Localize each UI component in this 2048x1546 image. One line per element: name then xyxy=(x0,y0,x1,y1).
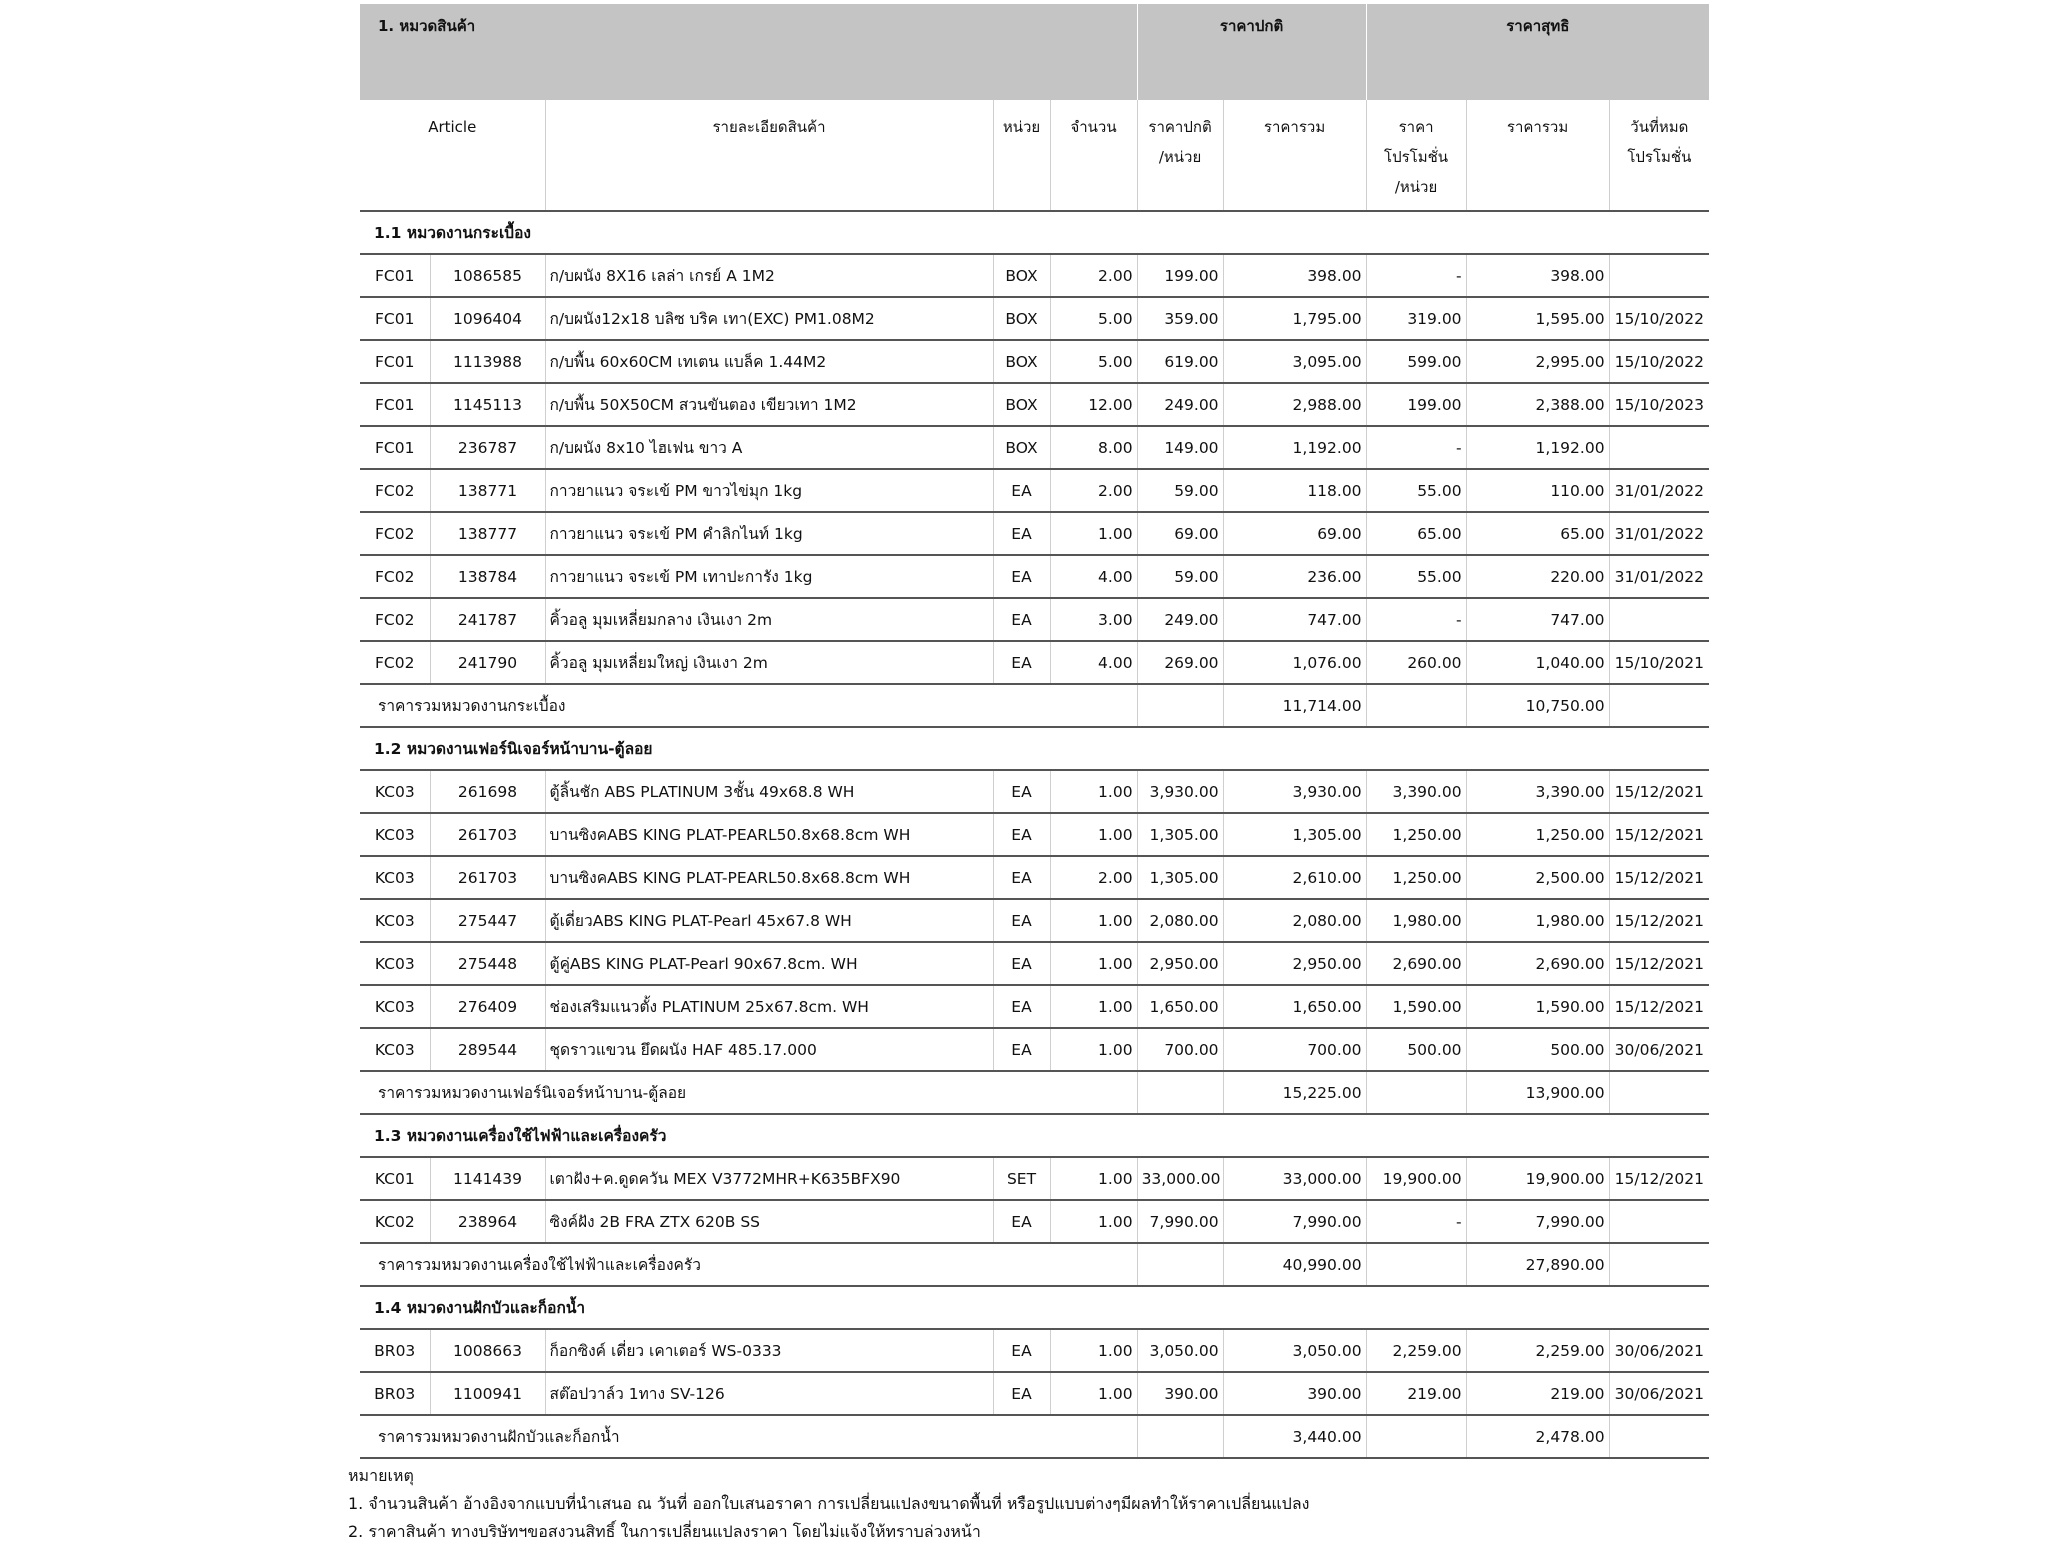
item-qty: 1.00 xyxy=(1050,1028,1137,1071)
item-qty: 1.00 xyxy=(1050,1157,1137,1200)
item-promo-price: 1,250.00 xyxy=(1366,813,1466,856)
item-qty: 1.00 xyxy=(1050,899,1137,942)
item-code: FC02 xyxy=(360,469,430,512)
item-promo-expiry: 15/12/2021 xyxy=(1609,813,1709,856)
item-promo-price: 199.00 xyxy=(1366,383,1466,426)
item-description: กาวยาแนว จระเข้ PM ขาวไข่มุก 1kg xyxy=(545,469,993,512)
section-title: 1.3 หมวดงานเครื่องใช้ไฟฟ้าและเครื่องครัว xyxy=(360,1114,1709,1157)
item-code: FC01 xyxy=(360,254,430,297)
item-description: ซิงค์ฝัง 2B FRA ZTX 620B SS xyxy=(545,1200,993,1243)
item-total: 69.00 xyxy=(1223,512,1366,555)
item-qty: 5.00 xyxy=(1050,297,1137,340)
item-qty: 1.00 xyxy=(1050,770,1137,813)
item-promo-price: 2,690.00 xyxy=(1366,942,1466,985)
table-row xyxy=(360,1372,1709,1415)
item-promo-expiry: 15/12/2021 xyxy=(1609,856,1709,899)
col-description: รายละเอียดสินค้า xyxy=(545,100,993,211)
subtotal-empty xyxy=(1137,1243,1223,1286)
net-price-header: ราคาสุทธิ xyxy=(1366,4,1709,100)
item-promo-price: 1,590.00 xyxy=(1366,985,1466,1028)
table-row xyxy=(360,297,1709,340)
item-article: 261703 xyxy=(430,813,545,856)
item-promo-price: 55.00 xyxy=(1366,469,1466,512)
table-body xyxy=(360,211,1709,1458)
item-description: ตู้ลิ้นชัก ABS PLATINUM 3ชั้น 49x68.8 WH xyxy=(545,770,993,813)
item-description: ชุดราวแขวน ยึดผนัง HAF 485.17.000 xyxy=(545,1028,993,1071)
item-qty: 8.00 xyxy=(1050,426,1137,469)
item-unit: EA xyxy=(993,555,1050,598)
item-code: FC01 xyxy=(360,426,430,469)
subtotal-empty xyxy=(1609,1243,1709,1286)
item-net-total: 1,980.00 xyxy=(1466,899,1609,942)
item-article: 1145113 xyxy=(430,383,545,426)
item-unit: EA xyxy=(993,770,1050,813)
item-unit-price: 199.00 xyxy=(1137,254,1223,297)
item-article: 275447 xyxy=(430,899,545,942)
item-promo-expiry: 31/01/2022 xyxy=(1609,555,1709,598)
table-row xyxy=(360,899,1709,942)
section-title: 1.4 หมวดงานฝักบัวและก็อกน้ำ xyxy=(360,1286,1709,1329)
item-description: ก/บพื้น 60x60CM เทเตน แบล็ค 1.44M2 xyxy=(545,340,993,383)
item-article: 236787 xyxy=(430,426,545,469)
item-promo-price: 599.00 xyxy=(1366,340,1466,383)
item-net-total: 2,388.00 xyxy=(1466,383,1609,426)
item-qty: 4.00 xyxy=(1050,555,1137,598)
item-promo-price: 1,980.00 xyxy=(1366,899,1466,942)
subtotal-row xyxy=(360,1071,1709,1114)
item-article: 1008663 xyxy=(430,1329,545,1372)
item-code: KC03 xyxy=(360,770,430,813)
item-promo-expiry: 15/12/2021 xyxy=(1609,899,1709,942)
item-promo-price: 1,250.00 xyxy=(1366,856,1466,899)
table-row xyxy=(360,598,1709,641)
item-unit: BOX xyxy=(993,297,1050,340)
table-row xyxy=(360,555,1709,598)
quotation-table xyxy=(360,4,1709,1459)
table-row xyxy=(360,1329,1709,1372)
item-promo-price: 55.00 xyxy=(1366,555,1466,598)
item-promo-price: - xyxy=(1366,426,1466,469)
subtotal-total: 3,440.00 xyxy=(1223,1415,1366,1458)
item-promo-expiry xyxy=(1609,426,1709,469)
item-description: บานซิงคABS KING PLAT-PEARL50.8x68.8cm WH xyxy=(545,856,993,899)
item-unit: EA xyxy=(993,512,1050,555)
item-promo-expiry: 15/12/2021 xyxy=(1609,770,1709,813)
item-qty: 12.00 xyxy=(1050,383,1137,426)
item-unit-price: 249.00 xyxy=(1137,383,1223,426)
item-total: 390.00 xyxy=(1223,1372,1366,1415)
item-unit: EA xyxy=(993,899,1050,942)
subtotal-empty xyxy=(1609,684,1709,727)
col-unit-price xyxy=(1137,100,1223,211)
item-unit-price: 269.00 xyxy=(1137,641,1223,684)
subtotal-empty xyxy=(1609,1071,1709,1114)
item-code: KC03 xyxy=(360,899,430,942)
item-unit-price: 249.00 xyxy=(1137,598,1223,641)
item-qty: 1.00 xyxy=(1050,512,1137,555)
item-article: 1100941 xyxy=(430,1372,545,1415)
item-article: 1086585 xyxy=(430,254,545,297)
item-net-total: 110.00 xyxy=(1466,469,1609,512)
subtotal-empty xyxy=(1366,1071,1466,1114)
item-unit: EA xyxy=(993,856,1050,899)
item-net-total: 2,690.00 xyxy=(1466,942,1609,985)
item-article: 241787 xyxy=(430,598,545,641)
item-article: 261698 xyxy=(430,770,545,813)
col-promo-price xyxy=(1366,100,1466,211)
item-promo-expiry: 15/10/2021 xyxy=(1609,641,1709,684)
item-net-total: 2,259.00 xyxy=(1466,1329,1609,1372)
item-unit: EA xyxy=(993,598,1050,641)
item-qty: 1.00 xyxy=(1050,985,1137,1028)
item-code: KC03 xyxy=(360,813,430,856)
col-expiry-line2: โปรโมชั่น xyxy=(1627,148,1692,166)
item-net-total: 220.00 xyxy=(1466,555,1609,598)
item-total: 2,610.00 xyxy=(1223,856,1366,899)
item-total: 2,080.00 xyxy=(1223,899,1366,942)
item-article: 275448 xyxy=(430,942,545,985)
item-code: BR03 xyxy=(360,1329,430,1372)
item-article: 1113988 xyxy=(430,340,545,383)
item-article: 138784 xyxy=(430,555,545,598)
table-row xyxy=(360,1028,1709,1071)
col-article: Article xyxy=(360,100,545,211)
col-expiry-line1: วันที่หมด xyxy=(1630,118,1689,136)
subtotal-label: ราคารวมหมวดงานกระเบื้อง xyxy=(360,684,1137,727)
col-promo-line3: /หน่วย xyxy=(1394,178,1438,196)
subtotal-empty xyxy=(1366,684,1466,727)
item-promo-price: 260.00 xyxy=(1366,641,1466,684)
item-article: 276409 xyxy=(430,985,545,1028)
item-unit-price: 1,305.00 xyxy=(1137,856,1223,899)
item-total: 747.00 xyxy=(1223,598,1366,641)
col-promo-line1: ราคา xyxy=(1398,118,1434,136)
item-total: 236.00 xyxy=(1223,555,1366,598)
section-header-row xyxy=(360,1114,1709,1157)
item-unit: EA xyxy=(993,641,1050,684)
item-qty: 1.00 xyxy=(1050,942,1137,985)
item-total: 2,988.00 xyxy=(1223,383,1366,426)
item-total: 7,990.00 xyxy=(1223,1200,1366,1243)
item-qty: 2.00 xyxy=(1050,469,1137,512)
item-promo-price: - xyxy=(1366,1200,1466,1243)
item-unit-price: 700.00 xyxy=(1137,1028,1223,1071)
item-unit: EA xyxy=(993,1028,1050,1071)
item-unit: EA xyxy=(993,985,1050,1028)
item-total: 700.00 xyxy=(1223,1028,1366,1071)
item-unit-price: 359.00 xyxy=(1137,297,1223,340)
item-article: 138771 xyxy=(430,469,545,512)
item-unit-price: 2,080.00 xyxy=(1137,899,1223,942)
item-article: 238964 xyxy=(430,1200,545,1243)
item-description: บานซิงคABS KING PLAT-PEARL50.8x68.8cm WH xyxy=(545,813,993,856)
table-row xyxy=(360,770,1709,813)
item-net-total: 2,995.00 xyxy=(1466,340,1609,383)
col-net-total: ราคารวม xyxy=(1466,100,1609,211)
item-net-total: 7,990.00 xyxy=(1466,1200,1609,1243)
col-unit-price-line1: ราคาปกติ xyxy=(1148,118,1212,136)
item-article: 261703 xyxy=(430,856,545,899)
item-article: 1141439 xyxy=(430,1157,545,1200)
table-row xyxy=(360,813,1709,856)
item-unit-price: 2,950.00 xyxy=(1137,942,1223,985)
item-net-total: 2,500.00 xyxy=(1466,856,1609,899)
item-qty: 2.00 xyxy=(1050,254,1137,297)
normal-price-header: ราคาปกติ xyxy=(1137,4,1366,100)
item-net-total: 19,900.00 xyxy=(1466,1157,1609,1200)
subtotal-empty xyxy=(1137,1415,1223,1458)
item-unit: BOX xyxy=(993,340,1050,383)
table-row xyxy=(360,512,1709,555)
item-promo-expiry: 15/12/2021 xyxy=(1609,1157,1709,1200)
category-title: 1. หมวดสินค้า xyxy=(360,4,1137,100)
item-promo-price: 500.00 xyxy=(1366,1028,1466,1071)
item-article: 289544 xyxy=(430,1028,545,1071)
subtotal-label: ราคารวมหมวดงานเครื่องใช้ไฟฟ้าและเครื่องครัว xyxy=(360,1243,1137,1286)
table-row xyxy=(360,1157,1709,1200)
item-promo-expiry: 15/12/2021 xyxy=(1609,942,1709,985)
item-total: 33,000.00 xyxy=(1223,1157,1366,1200)
item-qty: 1.00 xyxy=(1050,1372,1137,1415)
subtotal-row xyxy=(360,1415,1709,1458)
column-header-row xyxy=(360,100,1709,211)
col-promo-expiry xyxy=(1609,100,1709,211)
table-row xyxy=(360,856,1709,899)
item-unit: BOX xyxy=(993,426,1050,469)
subtotal-row xyxy=(360,684,1709,727)
section-title: 1.2 หมวดงานเฟอร์นิเจอร์หน้าบาน-ตู้ลอย xyxy=(360,727,1709,770)
item-code: BR03 xyxy=(360,1372,430,1415)
item-total: 1,650.00 xyxy=(1223,985,1366,1028)
item-unit-price: 7,990.00 xyxy=(1137,1200,1223,1243)
item-code: KC03 xyxy=(360,985,430,1028)
item-code: FC01 xyxy=(360,297,430,340)
item-promo-price: - xyxy=(1366,598,1466,641)
quotation-sheet xyxy=(360,4,1702,1459)
item-description: สต๊อปวาล์ว 1ทาง SV-126 xyxy=(545,1372,993,1415)
subtotal-empty xyxy=(1366,1243,1466,1286)
item-total: 1,305.00 xyxy=(1223,813,1366,856)
table-row xyxy=(360,383,1709,426)
table-row xyxy=(360,426,1709,469)
item-promo-expiry: 30/06/2021 xyxy=(1609,1372,1709,1415)
item-unit-price: 69.00 xyxy=(1137,512,1223,555)
table-row xyxy=(360,985,1709,1028)
item-code: KC03 xyxy=(360,856,430,899)
item-code: FC02 xyxy=(360,555,430,598)
notes-title: หมายเหตุ xyxy=(348,1466,414,1485)
section-header-row xyxy=(360,1286,1709,1329)
item-unit: EA xyxy=(993,1329,1050,1372)
subtotal-empty xyxy=(1137,684,1223,727)
item-description: คิ้วอลู มุมเหลี่ยมกลาง เงินเงา 2m xyxy=(545,598,993,641)
item-code: KC03 xyxy=(360,1028,430,1071)
table-row xyxy=(360,469,1709,512)
item-promo-price: 219.00 xyxy=(1366,1372,1466,1415)
item-net-total: 1,250.00 xyxy=(1466,813,1609,856)
item-unit-price: 3,050.00 xyxy=(1137,1329,1223,1372)
item-net-total: 1,590.00 xyxy=(1466,985,1609,1028)
subtotal-net: 2,478.00 xyxy=(1466,1415,1609,1458)
item-unit: EA xyxy=(993,942,1050,985)
item-description: ก/บผนัง 8X16 เลล่า เกรย์ A 1M2 xyxy=(545,254,993,297)
item-article: 1096404 xyxy=(430,297,545,340)
item-description: ก/บผนัง12x18 บลิซ บริค เทา(EXC) PM1.08M2 xyxy=(545,297,993,340)
item-article: 138777 xyxy=(430,512,545,555)
item-description: เตาฝัง+ค.ดูดควัน MEX V3772MHR+K635BFX90 xyxy=(545,1157,993,1200)
category-header-row xyxy=(360,4,1709,100)
item-code: KC02 xyxy=(360,1200,430,1243)
item-code: FC02 xyxy=(360,641,430,684)
item-unit-price: 1,305.00 xyxy=(1137,813,1223,856)
subtotal-net: 13,900.00 xyxy=(1466,1071,1609,1114)
subtotal-label: ราคารวมหมวดงานฝักบัวและก็อกน้ำ xyxy=(360,1415,1137,1458)
item-promo-expiry: 31/01/2022 xyxy=(1609,469,1709,512)
item-qty: 3.00 xyxy=(1050,598,1137,641)
section-header-row xyxy=(360,211,1709,254)
item-promo-price: - xyxy=(1366,254,1466,297)
item-net-total: 219.00 xyxy=(1466,1372,1609,1415)
item-unit: SET xyxy=(993,1157,1050,1200)
item-qty: 1.00 xyxy=(1050,1200,1137,1243)
item-promo-expiry: 15/10/2022 xyxy=(1609,340,1709,383)
table-row xyxy=(360,641,1709,684)
col-total: ราคารวม xyxy=(1223,100,1366,211)
item-unit-price: 59.00 xyxy=(1137,469,1223,512)
item-total: 3,050.00 xyxy=(1223,1329,1366,1372)
item-promo-expiry: 30/06/2021 xyxy=(1609,1329,1709,1372)
item-net-total: 500.00 xyxy=(1466,1028,1609,1071)
subtotal-net: 27,890.00 xyxy=(1466,1243,1609,1286)
item-promo-price: 65.00 xyxy=(1366,512,1466,555)
item-unit: BOX xyxy=(993,383,1050,426)
item-total: 3,095.00 xyxy=(1223,340,1366,383)
item-promo-expiry xyxy=(1609,598,1709,641)
item-description: กาวยาแนว จระเข้ PM คำลิกไนท์ 1kg xyxy=(545,512,993,555)
item-total: 2,950.00 xyxy=(1223,942,1366,985)
item-description: คิ้วอลู มุมเหลี่ยมใหญ่ เงินเงา 2m xyxy=(545,641,993,684)
item-promo-price: 19,900.00 xyxy=(1366,1157,1466,1200)
item-unit: EA xyxy=(993,1200,1050,1243)
section-title: 1.1 หมวดงานกระเบื้อง xyxy=(360,211,1709,254)
item-unit-price: 149.00 xyxy=(1137,426,1223,469)
item-unit-price: 1,650.00 xyxy=(1137,985,1223,1028)
col-promo-line2: โปรโมชั่น xyxy=(1384,148,1449,166)
subtotal-empty xyxy=(1366,1415,1466,1458)
item-code: FC01 xyxy=(360,383,430,426)
item-promo-expiry: 15/10/2022 xyxy=(1609,297,1709,340)
table-row xyxy=(360,340,1709,383)
subtotal-total: 11,714.00 xyxy=(1223,684,1366,727)
item-code: FC02 xyxy=(360,598,430,641)
item-qty: 2.00 xyxy=(1050,856,1137,899)
item-description: ก/บพื้น 50X50CM สวนขันตอง เขียวเทา 1M2 xyxy=(545,383,993,426)
subtotal-row xyxy=(360,1243,1709,1286)
item-net-total: 747.00 xyxy=(1466,598,1609,641)
section-header-row xyxy=(360,727,1709,770)
item-unit: EA xyxy=(993,469,1050,512)
item-description: ก/บผนัง 8x10 ไฮเฟน ขาว A xyxy=(545,426,993,469)
table-row xyxy=(360,1200,1709,1243)
item-unit-price: 619.00 xyxy=(1137,340,1223,383)
item-total: 1,795.00 xyxy=(1223,297,1366,340)
item-promo-expiry: 31/01/2022 xyxy=(1609,512,1709,555)
item-promo-expiry xyxy=(1609,254,1709,297)
item-promo-price: 319.00 xyxy=(1366,297,1466,340)
item-net-total: 1,595.00 xyxy=(1466,297,1609,340)
item-total: 1,076.00 xyxy=(1223,641,1366,684)
item-description: ช่องเสริมแนวตั้ง PLATINUM 25x67.8cm. WH xyxy=(545,985,993,1028)
item-total: 1,192.00 xyxy=(1223,426,1366,469)
item-qty: 1.00 xyxy=(1050,1329,1137,1372)
item-total: 3,930.00 xyxy=(1223,770,1366,813)
item-promo-expiry: 15/10/2023 xyxy=(1609,383,1709,426)
subtotal-empty xyxy=(1609,1415,1709,1458)
item-code: FC02 xyxy=(360,512,430,555)
item-net-total: 1,192.00 xyxy=(1466,426,1609,469)
subtotal-net: 10,750.00 xyxy=(1466,684,1609,727)
item-unit: EA xyxy=(993,1372,1050,1415)
subtotal-total: 15,225.00 xyxy=(1223,1071,1366,1114)
item-qty: 5.00 xyxy=(1050,340,1137,383)
item-promo-expiry: 30/06/2021 xyxy=(1609,1028,1709,1071)
table-row xyxy=(360,942,1709,985)
item-description: ตู้เดี่ยวABS KING PLAT-Pearl 45x67.8 WH xyxy=(545,899,993,942)
item-qty: 1.00 xyxy=(1050,813,1137,856)
subtotal-total: 40,990.00 xyxy=(1223,1243,1366,1286)
item-qty: 4.00 xyxy=(1050,641,1137,684)
item-promo-price: 2,259.00 xyxy=(1366,1329,1466,1372)
col-unit: หน่วย xyxy=(993,100,1050,211)
item-unit-price: 59.00 xyxy=(1137,555,1223,598)
item-unit: BOX xyxy=(993,254,1050,297)
subtotal-empty xyxy=(1137,1071,1223,1114)
item-code: KC03 xyxy=(360,942,430,985)
item-description: ก็อกซิงค์ เดี่ยว เคาเตอร์ WS-0333 xyxy=(545,1329,993,1372)
item-unit-price: 33,000.00 xyxy=(1137,1157,1223,1200)
notes xyxy=(348,1462,1309,1546)
item-unit-price: 3,930.00 xyxy=(1137,770,1223,813)
item-promo-price: 3,390.00 xyxy=(1366,770,1466,813)
note-item: 1. จำนวนสินค้า อ้างอิงจากแบบที่นำเสนอ ณ วันที่ ออกใบเสนอราคา การเปลี่ยนแปลงขนาดพื้นที่ หรือรูปแบบต่างๆมีผลทำให้ราคาเปลี่ยนแปลง xyxy=(348,1494,1310,1513)
subtotal-label: ราคารวมหมวดงานเฟอร์นิเจอร์หน้าบาน-ตู้ลอย xyxy=(360,1071,1137,1114)
item-total: 118.00 xyxy=(1223,469,1366,512)
item-description: กาวยาแนว จระเข้ PM เทาปะการัง 1kg xyxy=(545,555,993,598)
item-promo-expiry: 15/12/2021 xyxy=(1609,985,1709,1028)
item-unit-price: 390.00 xyxy=(1137,1372,1223,1415)
col-qty: จำนวน xyxy=(1050,100,1137,211)
item-net-total: 398.00 xyxy=(1466,254,1609,297)
item-net-total: 65.00 xyxy=(1466,512,1609,555)
table-row xyxy=(360,254,1709,297)
item-code: KC01 xyxy=(360,1157,430,1200)
item-code: FC01 xyxy=(360,340,430,383)
item-net-total: 3,390.00 xyxy=(1466,770,1609,813)
item-net-total: 1,040.00 xyxy=(1466,641,1609,684)
item-total: 398.00 xyxy=(1223,254,1366,297)
item-article: 241790 xyxy=(430,641,545,684)
item-description: ตู้คู่ABS KING PLAT-Pearl 90x67.8cm. WH xyxy=(545,942,993,985)
item-promo-expiry xyxy=(1609,1200,1709,1243)
col-unit-price-line2: /หน่วย xyxy=(1158,148,1202,166)
note-item: 2. ราคาสินค้า ทางบริษัทฯขอสงวนสิทธิ์ ในการเปลี่ยนแปลงราคา โดยไม่แจ้งให้ทราบล่วงหน้า xyxy=(348,1522,981,1541)
item-unit: EA xyxy=(993,813,1050,856)
